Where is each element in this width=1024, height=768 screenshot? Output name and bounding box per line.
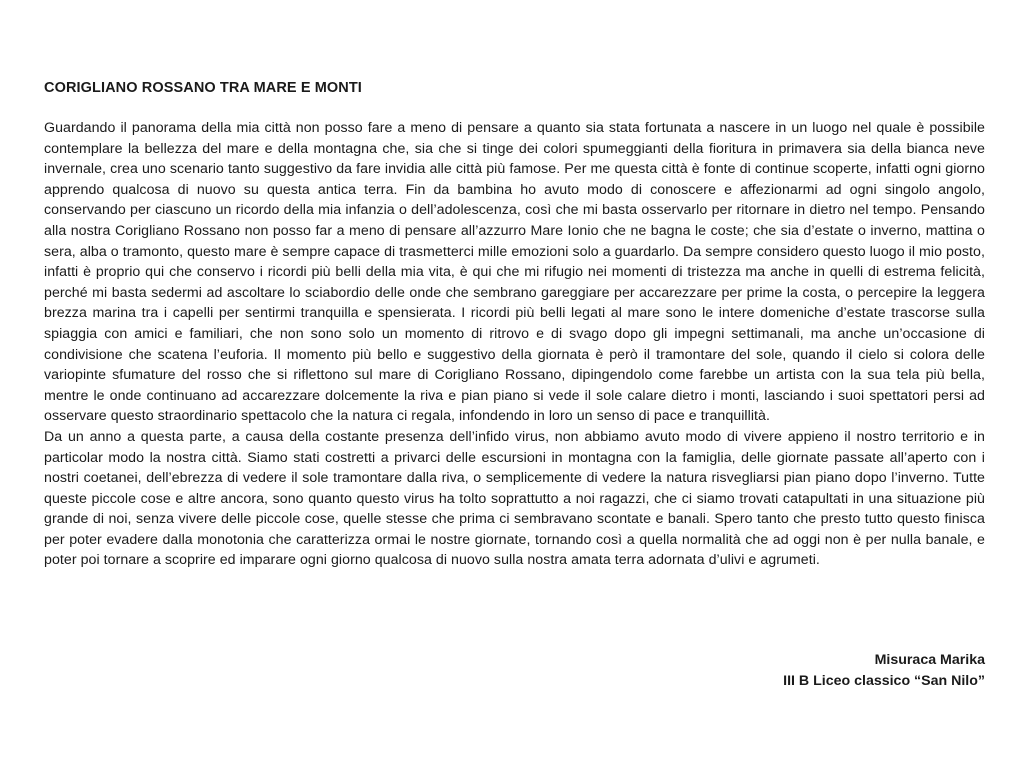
- document-body: [44, 118, 985, 571]
- signature-block: [783, 650, 985, 691]
- document-title: CORIGLIANO ROSSANO TRA MARE E MONTI: [44, 80, 362, 96]
- paragraph-2: Da un anno a questa parte, a causa della costante presenza dell’infido virus, non abbiamo avuto modo di vivere appieno il nostro territorio e in particolar modo la nostra città. Siamo stati costretti a privarci delle escursioni in montagna con la famiglia, delle giornate passate all’aperto con i nostri coetanei, dell’ebrezza di vedere il sole tramontare dalla riva, o semplicemente di vedere la natura risvegliarsi pian piano dopo l’inverno. Tutte queste piccole cose e altre ancora, sono quanto questo virus ha tolto soprattutto a noi ragazzi, che ci siamo trovati catapultati in una situazione più grande di noi, senza vivere delle piccole cose, quelle stesse che prima ci sembravano scontate e banali. Spero tanto che presto tutto questo finisca per poter evadere dalla monotonia che caratterizza ormai le nostre giornate, tornando così a quella normalità che ad oggi non è per nulla banale, e poter poi tornare a scoprire ed imparare ogni giorno qualcosa di nuovo sulla nostra amata terra adornata d’ulivi e agrumeti.: [44, 428, 985, 569]
- school-class: III B Liceo classico “San Nilo”: [783, 672, 985, 689]
- author-name: Misuraca Marika: [874, 652, 985, 668]
- document-page: [44, 78, 985, 571]
- paragraph-1: Guardando il panorama della mia città non posso fare a meno di pensare a quanto sia stata fortunata a nascere in un luogo nel quale è possibile contemplare la bellezza del mare e della montagna che, sia che si tinge dei colori spumeggianti della fioritura in primavera sia della bianca neve invernale, crea uno scenario tanto suggestivo da fare invidia alle città più famose. Per me questa città è fonte di continue scoperte, infatti ogni giorno apprendo qualcosa di nuovo su questa antica terra. Fin da bambina ho avuto modo di conoscere e affezionarmi ad ogni singolo angolo, conservando per ciascuno un ricordo della mia infanzia o dell’adolescenza, così che mi basta osservarlo per ritornare in dietro nel tempo. Pensando alla nostra Corigliano Rossano non posso far a meno di pensare all’azzurro Mare Ionio che ne bagna le coste; che sia d’estate o inverno, mattina o sera, alba o tramonto, questo mare è sempre capace di trasmetterci mille emozioni solo a guardarlo. Da sempre considero questo luogo il mio posto, infatti è proprio qui che conservo i ricordi più belli della mia vita, è qui che mi rifugio nei momenti di tristezza ma anche in quelli di estrema felicità, perché mi basta sedermi ad ascoltare lo sciabordio delle onde che sembrano gareggiare per accarezzare per prime la costa, o percepire la leggera brezza marina tra i capelli per sentirmi tranquilla e spensierata. I ricordi più belli legati al mare sono le intere domeniche d’estate trascorse sulla spiaggia con amici e familiari, che non sono solo un momento di ritrovo e di svago dopo gli impegni settimanali, ma anche un’occasione di condivisione che scatena l’euforia. Il momento più bello e suggestivo della giornata è però il tramontare del sole, quando il cielo si colora delle variopinte sfumature del rosso che si riflettono sul mare di Corigliano Rossano, dipingendolo come farebbe un artista con la sua tela più bella, mentre le onde continuano ad accarezzare dolcemente la riva e pian piano si vede il sole calare dietro i monti, lasciando i suoi spettatori persi ad osservare questo straordinario spettacolo che la natura ci regala, infondendo in loro un senso di pace e tranquillità.: [44, 120, 985, 425]
